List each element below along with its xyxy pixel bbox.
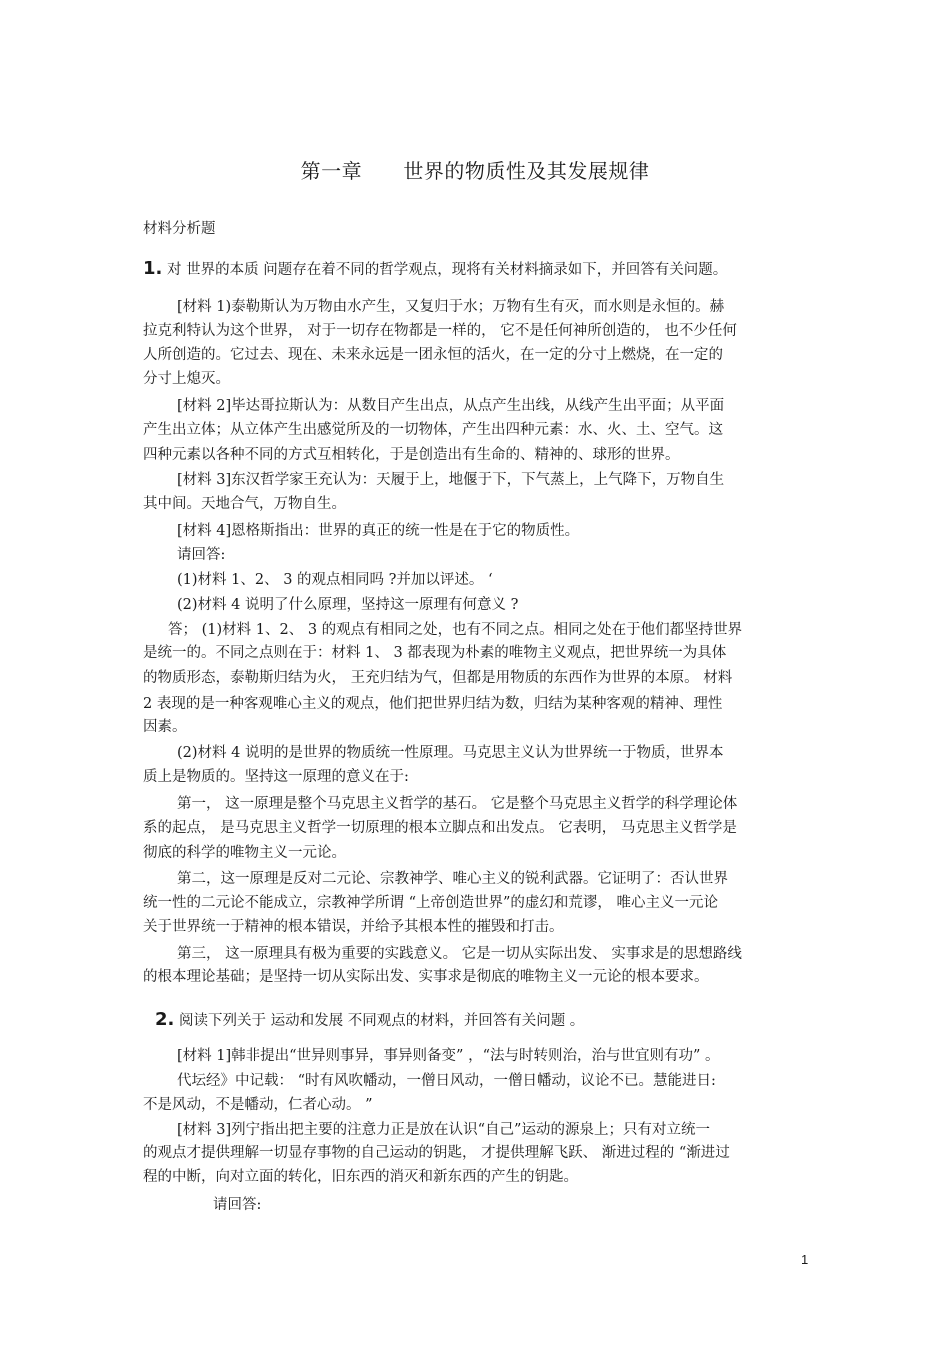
question-1-prompt [143,259,727,280]
question-2-text: 阅读下列关于 运动和发展 不同观点的材料，并回答有关问题 。 [174,1013,585,1029]
q1-answer-line: 关于世界统一于精神的根本错误，并给予其根本性的摧毁和打击。 [143,919,564,935]
question-1-text: 对 世界的本质 问题存在着不同的哲学观点，现将有关材料摘录如下，并回答有关问题。 [162,262,728,278]
q1-text-line: 其中间。天地合气，万物自生。 [143,496,346,512]
q1-answer-line: 第一， 这一原理是整个马克思主义哲学的基石。 它是整个马克思主义哲学的科学理论体 [177,796,738,812]
q1-answer-line: 第二，这一原理是反对二元论、宗教神学、唯心主义的锐利武器。它证明了：否认世界 [177,871,728,887]
q1-please-answer: 请回答: [177,547,226,563]
q1-answer-line: 的物质形态，泰勒斯归结为火， 王充归结为气，但都是用物质的东西作为世界的本原。 材料 [143,670,733,686]
q1-material-2-line: [材料 2]毕达哥拉斯认为：从数目产生出点，从点产生出线，从线产生出平面；从平面 [177,398,725,414]
q2-text-line: 代坛经》中记载： “时有风吹幡动，一僧日风动，一僧日幡动，议论不已。慧能进日: [177,1073,716,1089]
q1-text-line: 四种元素以各种不同的方式互相转化，于是创造出有生命的、精神的、球形的世界。 [143,447,680,463]
q1-answer-line: 因素。 [143,719,187,735]
question-2-number: 2. [155,1009,175,1030]
q2-text-line: 程的中断，向对立面的转化，旧东西的消灭和新东西的产生的钥匙。 [143,1169,578,1185]
q1-text-line: 分寸上熄灭。 [143,371,230,387]
q1-answer-line: 第三， 这一原理具有极为重要的实践意义。 它是一切从实际出发、 实事求是的思想路线 [177,946,742,962]
q1-answer-line: 系的起点， 是马克思主义哲学一切原理的根本立脚点和出发点。 它表明， 马克思主义哲学是 [143,820,737,836]
q2-material-3-line: [材料 3]列宁指出把主要的注意力正是放在认识“自己”运动的源泉上；只有对立统一 [177,1122,710,1138]
q1-sub-question-2: (2)材料 4 说明了什么原理，坚持这一原理有何意义 ? [177,597,519,613]
q1-answer-line: 质上是物质的。坚持这一原理的意义在于: [143,769,409,785]
q1-answer-line: 的根本理论基础；是坚持一切从实际出发、实事求是彻底的唯物主义一元论的根本要求。 [143,969,709,985]
question-1-number: 1. [143,258,163,279]
q1-answer-line: 2 表现的是一种客观唯心主义的观点，他们把世界归结为数，归结为某种客观的精神、理性 [143,696,723,712]
q1-answer-line: (2)材料 4 说明的是世界的物质统一性原理。马克思主义认为世界统一于物质，世界本 [177,745,724,761]
page-number: 1 [801,1252,809,1267]
q2-please-answer: 请回答: [213,1197,262,1213]
q1-material-4-line: [材料 4]恩格斯指出：世界的真正的统一性是在于它的物质性。 [177,523,580,539]
q2-text-line: 不是风动，不是幡动，仁者心动。 ” [143,1097,373,1113]
q1-answer-line: 是统一的。不同之点则在于：材料 1、 3 都表现为朴素的唯物主义观点，把世界统一为具体 [143,645,727,661]
q1-sub-question-1: (1)材料 1、2、 3 的观点相同吗 ?并加以评述。 ‘ [177,572,493,588]
q1-text-line: 人所创造的。它过去、现在、未来永远是一团永恒的活火，在一定的分寸上燃烧，在一定的 [143,347,723,363]
q1-text-line: 产生出立体；从立体产生出感觉所及的一切物体，产生出四种元素：水、火、土、空气。这 [143,422,723,438]
section-label: 材料分析题 [143,221,216,237]
q1-material-3-line: [材料 3]东汉哲学家王充认为：天履于上，地偃于下，下气蒸上，上气降下，万物自生 [177,472,725,488]
q1-answer-line: 彻底的科学的唯物主义一元论。 [143,845,346,861]
q1-answer-line: 统一性的二元论不能成立，宗教神学所谓 “上帝创造世界”的虚幻和荒谬， 唯心主义一元论 [143,895,719,911]
q1-answer-line: 答； (1)材料 1、2、 3 的观点有相同之处，也有不同之点。相同之处在于他们都坚持世界 [168,622,743,638]
q1-material-1-line: [材料 1)泰勒斯认为万物由水产生，又复归于水；万物有生有灭，而水则是永恒的。赫 [177,299,725,315]
q2-material-1-line: [材料 1]韩非提出“世异则事异，事异则备变” ，“法与时转则治，治与世宜则有功” 。 [177,1048,720,1064]
q2-text-line: 的观点才提供理解一切显存事物的自己运动的钥匙， 才提供理解飞跃、 渐进过程的 “渐进过 [143,1145,730,1161]
question-2-prompt [155,1010,584,1031]
q1-text-line: 拉克利特认为这个世界， 对于一切存在物都是一样的， 它不是任何神所创造的， 也不少任何 [143,323,737,339]
chapter-title: 第一章 世界的物质性及其发展规律 [300,159,650,183]
